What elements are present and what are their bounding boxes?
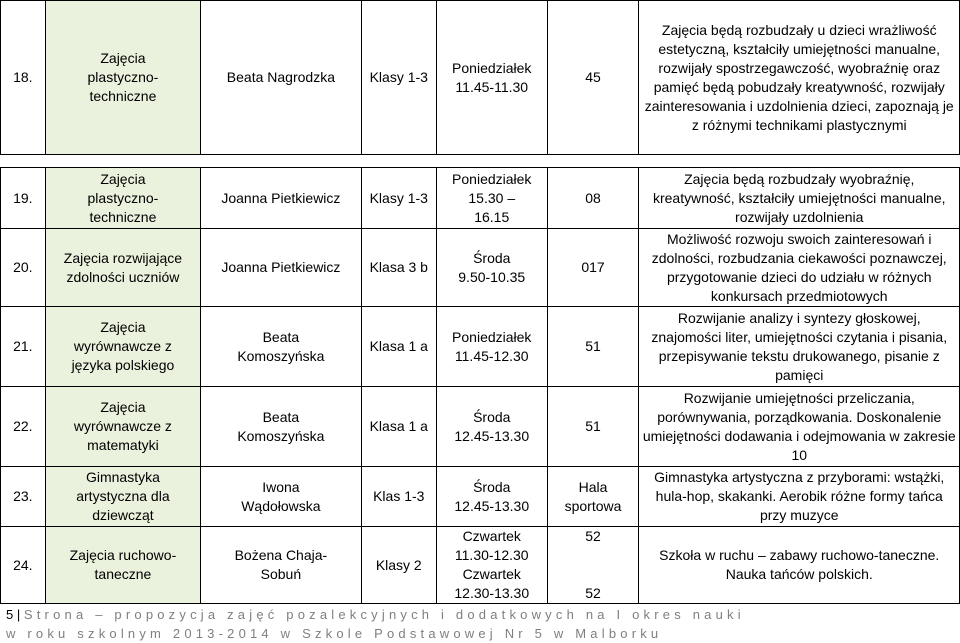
time: 9.50-10.35	[458, 268, 526, 285]
class-group: Klasa 1 a	[361, 387, 436, 467]
activity-name: Zajęcia wyrównawcze z języka polskiego	[45, 307, 201, 387]
teacher: Beata Komoszyńska	[201, 307, 361, 387]
day: Środa	[473, 249, 511, 266]
footer-separator: |	[16, 607, 21, 622]
day: Środa	[473, 408, 511, 425]
time: 12.30-13.30	[454, 585, 530, 601]
class-group: Klasy 1-3	[361, 168, 436, 229]
row-number: 18.	[1, 1, 46, 155]
room: Hala sportowa	[547, 467, 639, 527]
description: Rozwijanie analizy i syntezy głoskowej, znajomości liter, umiejętności czytania i pisania, przepisywanie tekstu drukowanego, pisanie z pamięci	[639, 307, 960, 387]
teacher: Bożena Chaja-Sobuń	[201, 527, 361, 604]
schedule	[436, 467, 547, 527]
table-row	[1, 467, 960, 527]
activity-name: Zajęcia wyrównawcze z matematyki	[45, 387, 201, 467]
table-row	[1, 168, 960, 229]
teacher: Joanna Pietkiewicz	[201, 229, 361, 307]
room: 45	[547, 1, 639, 155]
description: Szkoła w ruchu – zabawy ruchowo-taneczne. Nauka tańców polskich.	[639, 527, 960, 604]
schedule	[436, 229, 547, 307]
time: 11.45-11.30	[455, 78, 529, 95]
activity-name: Zajęcia rozwijające zdolności uczniów	[45, 229, 201, 307]
room-value: 52	[585, 528, 601, 544]
page-number: 5	[6, 607, 14, 622]
teacher: Iwona Wądołowska	[201, 467, 361, 527]
schedule	[436, 307, 547, 387]
room: 51	[547, 387, 639, 467]
teacher: Joanna Pietkiewicz	[201, 168, 361, 229]
description: Zajęcia będą rozbudzały wyobraźnię, kreatywność, kształciły umiejętności manualne, rozwijały uzdolnienia	[639, 168, 960, 229]
schedule	[436, 527, 547, 604]
room: 08	[547, 168, 639, 229]
description: Gimnastyka artystyczna z przyborami: wstążki, hula-hop, skakanki. Aerobik różne formy tańca przy muzyce	[639, 467, 960, 527]
room: 017	[547, 229, 639, 307]
day: Poniedziałek	[452, 170, 532, 187]
day: Czwartek	[462, 566, 521, 582]
activity-name: Zajęcia plastyczno-techniczne	[45, 1, 201, 155]
class-group: Klasa 3 b	[361, 229, 436, 307]
activity-name: Gimnastyka artystyczna dla dziewcząt	[45, 467, 201, 527]
footer-title-line-2: w roku szkolnym 2013-2014 w Szkole Podstawowej Nr 5 w Malborku	[6, 626, 663, 641]
schedule	[436, 1, 547, 155]
row-number: 19.	[1, 168, 46, 229]
time: 11.45-12.30	[454, 347, 529, 364]
description: Zajęcia będą rozbudzały u dzieci wrażliwość estetyczną, kształciły umiejętności manualne, rozwijały spostrzegawczość, wyobraźnię oraz pamięć będą pobudzały kreatywność, rozwijały zainteresowania i uzdolnienia dzieci, zapoznają je z różnymi technikami plastycznymi	[639, 1, 960, 155]
teacher: Beata Komoszyńska	[201, 387, 361, 467]
description: Rozwijanie umiejętności przeliczania, porównywania, porządkowania. Doskonalenie umiejętności dodawania i odejmowania w zakresie 10	[639, 387, 960, 467]
schedule	[436, 168, 547, 229]
day: Poniedziałek	[452, 59, 532, 76]
room: 51	[547, 307, 639, 387]
time: 11.30-12.30	[454, 547, 529, 563]
table-row	[1, 229, 960, 307]
table-row	[1, 387, 960, 467]
room	[547, 527, 639, 604]
activity-name: Zajęcia ruchowo-taneczne	[45, 527, 201, 604]
time: 12.45-13.30	[454, 497, 530, 514]
footer-title-line-1: Strona – propozycja zajęć pozalekcyjnych i dodatkowych na I okres nauki	[23, 607, 745, 622]
page-footer	[6, 605, 745, 643]
row-number: 20.	[1, 229, 46, 307]
class-group: Klas 1-3	[361, 467, 436, 527]
row-number: 23.	[1, 467, 46, 527]
table-row	[1, 307, 960, 387]
footer-line-2	[6, 624, 745, 643]
table-row	[1, 527, 960, 604]
class-group: Klasa 1 a	[361, 307, 436, 387]
activity-name: Zajęcia plastyczno-techniczne	[45, 168, 201, 229]
day: Środa	[473, 478, 511, 495]
class-group: Klasy 1-3	[361, 1, 436, 155]
time: 15.30 – 16.15	[468, 189, 516, 225]
row-number: 22.	[1, 387, 46, 467]
table-row	[1, 1, 960, 155]
schedule	[436, 387, 547, 467]
description: Możliwość rozwoju swoich zainteresowań i zdolności, rozbudzania ciekawości poznawczej, przygotowanie dzieci do udziału w różnych konkursach przedmiotowych	[639, 229, 960, 307]
class-group: Klasy 2	[361, 527, 436, 604]
day: Czwartek	[462, 528, 521, 544]
time: 12.45-13.30	[454, 427, 530, 444]
footer-line-1	[6, 605, 745, 624]
row-number: 21.	[1, 307, 46, 387]
teacher: Beata Nagrodzka	[201, 1, 361, 155]
day: Poniedziałek	[452, 328, 532, 345]
row-number: 24.	[1, 527, 46, 604]
room-value: 52	[585, 585, 601, 601]
